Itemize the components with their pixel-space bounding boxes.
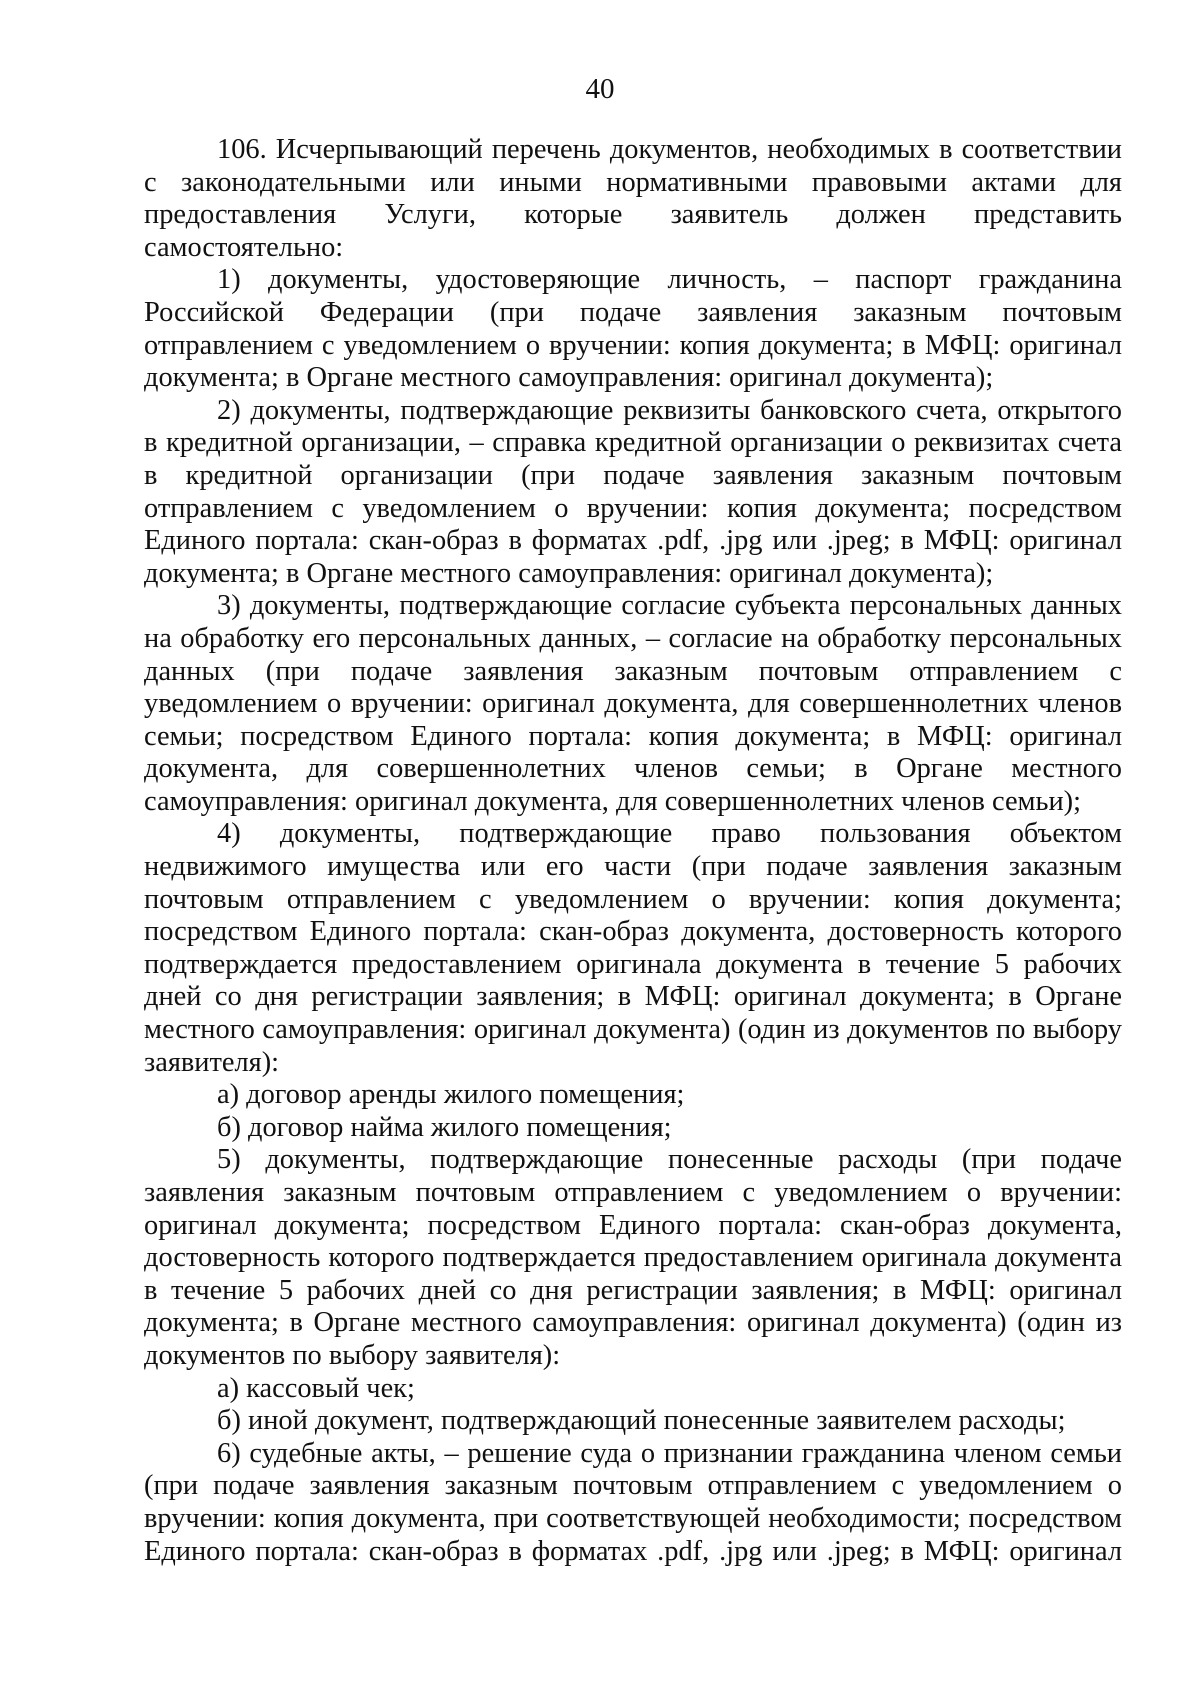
list-item-1: 1) документы, удостоверяющие личность, – паспорт гражданина Российской Федерации (при подаче заявления заказным почтовым отправлением с уведомлением о вручении: копия документа; в МФЦ: оригинал документа; в Органе местного самоуправления: оригинал документа); bbox=[144, 264, 1122, 394]
page-number: 40 bbox=[585, 73, 615, 105]
list-item-4b: б) договор найма жилого помещения; bbox=[217, 1111, 672, 1143]
list-item-3: 3) документы, подтверждающие согласие субъекта персональных данных на обработку его персональных данных, – согласие на обработку персональных данных (при подаче заявления заказным почтовым отправлением с уведомлением о вручении: оригинал документа, для совершеннолетних членов семьи; посредством Единого портала: копия документа; в МФЦ: оригинал документа, для совершеннолетних членов семьи; в Органе местного самоуправления: оригинал документа, для совершеннолетних членов семьи); bbox=[144, 590, 1122, 817]
list-item-4a: а) договор аренды жилого помещения; bbox=[217, 1079, 685, 1111]
list-item-5a: а) кассовый чек; bbox=[217, 1372, 415, 1404]
list-item-5b: б) иной документ, подтверждающий понесенные заявителем расходы; bbox=[217, 1405, 1066, 1437]
document-body bbox=[144, 134, 1122, 1568]
list-item-2: 2) документы, подтверждающие реквизиты банковского счета, открытого в кредитной организации, – справка кредитной организации о реквизитах счета в кредитной организации (при подаче заявления заказным почтовым отправлением с уведомлением о вручении: копия документа; посредством Единого портала: скан-образ в форматах .pdf, .jpg или .jpeg; в МФЦ: оригинал документа; в Органе местного самоуправления: оригинал документа); bbox=[144, 394, 1122, 589]
list-item-5: 5) документы, подтверждающие понесенные расходы (при подаче заявления заказным почтовым отправлением с уведомлением о вручении: оригинал документа; посредством Единого портала: скан-образ документа, достоверность которого подтверждается предоставлением оригинала документа в течение 5 рабочих дней со дня регистрации заявления; в МФЦ: оригинал документа; в Органе местного самоуправления: оригинал документа) (один из документов по выбору заявителя): bbox=[144, 1144, 1122, 1371]
list-item-4: 4) документы, подтверждающие право пользования объектом недвижимого имущества или его части (при подаче заявления заказным почтовым отправлением с уведомлением о вручении: копия документа; посредством Единого портала: скан-образ документа, достоверность которого подтверждается предоставлением оригинала документа в течение 5 рабочих дней со дня регистрации заявления; в МФЦ: оригинал документа; в Органе местного самоуправления: оригинал документа) (один из документов по выбору заявителя): bbox=[144, 818, 1122, 1078]
list-item-6: 6) судебные акты, – решение суда о признании гражданина членом семьи (при подаче заявления заказным почтовым отправлением с уведомлением о вручении: копия документа, при соответствующей необходимости; посредством Единого портала: скан-образ в форматах .pdf, .jpg или .jpeg; в МФЦ: оригинал bbox=[144, 1437, 1122, 1567]
paragraph-106: 106. Исчерпывающий перечень документов, необходимых в соответствии с законодательными или иными нормативными правовыми актами для предоставления Услуги, которые заявитель должен представить самостоятельно: bbox=[144, 134, 1122, 263]
